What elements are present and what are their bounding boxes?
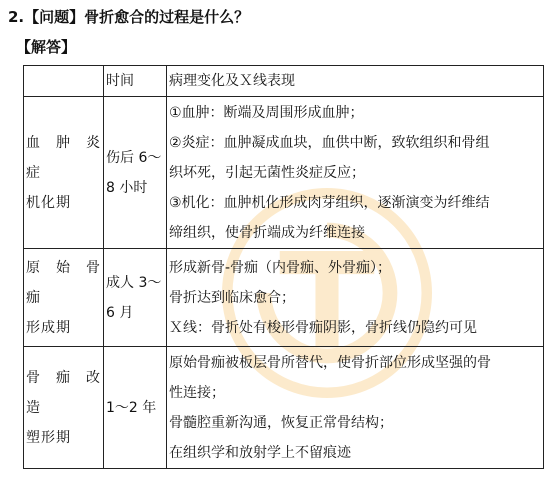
time-line: 1～2 年 bbox=[106, 399, 157, 416]
description-line: 织坏死，引起无菌性炎症反应； bbox=[169, 164, 365, 181]
stage-line: 机化期 bbox=[26, 194, 71, 211]
description-line: ③机化：血肿机化形成肉芽组织，逐渐演变为纤维结 bbox=[169, 194, 490, 211]
header-cell-changes: 病理变化及Ｘ线表现 bbox=[167, 66, 544, 97]
description-line: Ｘ线：骨折处有梭形骨痂阴影，骨折线仍隐约可见 bbox=[169, 319, 477, 336]
header-cell-stage bbox=[24, 66, 104, 97]
time-line: 伤后 6～ bbox=[106, 149, 162, 166]
time-line: 6 月 bbox=[106, 304, 134, 321]
description-cell bbox=[167, 97, 544, 249]
description-line: 骨髓腔重新沟通，恢复正常骨结构； bbox=[169, 414, 393, 431]
description-line: 性连接； bbox=[169, 384, 225, 401]
header-cell-time: 时间 bbox=[104, 66, 167, 97]
table-row bbox=[24, 249, 544, 347]
stage-line: 形成期 bbox=[26, 319, 71, 336]
question-tag: 【问题】 bbox=[24, 8, 85, 26]
stage-line: 塑形期 bbox=[26, 429, 71, 446]
table-row bbox=[24, 97, 544, 249]
time-cell bbox=[104, 249, 167, 347]
description-line: 原始骨痂被板层骨所替代，使骨折部位形成坚强的骨 bbox=[169, 354, 491, 371]
time-line: 8 小时 bbox=[106, 179, 148, 196]
table-header-row bbox=[24, 66, 544, 97]
healing-process-table bbox=[23, 65, 544, 469]
question-number: 2. bbox=[8, 8, 25, 26]
question-text: 骨折愈合的过程是什么？ bbox=[84, 8, 250, 26]
time-cell bbox=[104, 347, 167, 469]
question-title bbox=[8, 6, 249, 27]
description-line: 形成新骨-骨痂（内骨痂、外骨痂）； bbox=[169, 259, 392, 276]
description-cell bbox=[167, 347, 544, 469]
description-line: ②炎症：血肿凝成血块，血供中断，致软组织和骨组 bbox=[169, 134, 490, 151]
description-line: 缔组织，使骨折端成为纤维连接 bbox=[169, 224, 365, 241]
description-line: 骨折达到临床愈合； bbox=[169, 289, 295, 306]
stage-line: 原 始 骨 痂 bbox=[26, 259, 101, 306]
description-line: 在组织学和放射学上不留痕迹 bbox=[169, 444, 351, 461]
stage-cell bbox=[24, 97, 104, 249]
stage-line: 血 肿 炎 症 bbox=[26, 134, 101, 181]
table-row bbox=[24, 347, 544, 469]
answer-tag: 【解答】 bbox=[16, 38, 77, 56]
description-cell bbox=[167, 249, 544, 347]
time-cell bbox=[104, 97, 167, 249]
stage-line: 骨 痂 改 造 bbox=[26, 369, 101, 416]
stage-cell bbox=[24, 347, 104, 469]
time-line: 成人 3～ bbox=[106, 274, 162, 291]
stage-cell bbox=[24, 249, 104, 347]
description-line: ①血肿：断端及周围形成血肿； bbox=[169, 104, 364, 121]
